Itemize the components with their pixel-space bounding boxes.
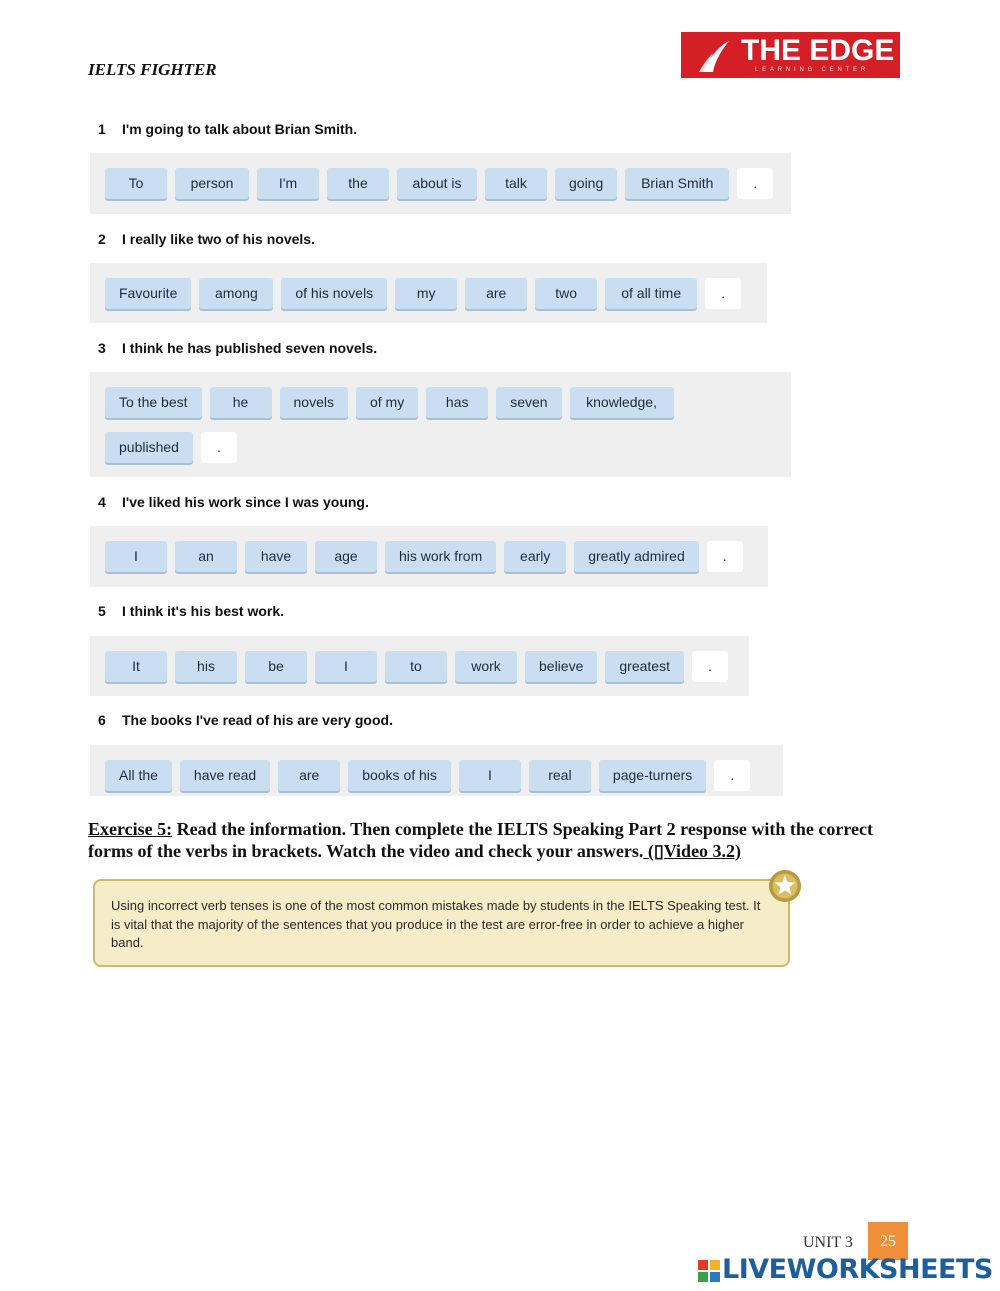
tip-text: Using incorrect verb tenses is one of the most common mistakes made by students in the IELTS Speaking test. It is vital that the majority of the sentences that you produce in the test are error-free in order to achieve a higher band. (111, 898, 761, 950)
word-tile[interactable]: age (315, 541, 377, 572)
question-text: I really like two of his novels. (122, 231, 315, 247)
word-tile[interactable]: greatest (605, 651, 684, 682)
question-1 (98, 121, 357, 137)
question-text: I think it's his best work. (122, 603, 285, 619)
question-number: 1 (98, 121, 106, 137)
word-tile[interactable]: believe (525, 651, 597, 682)
question-text: I've liked his work since I was young. (122, 494, 369, 510)
word-tile[interactable]: going (555, 168, 617, 199)
exercise-instructions (88, 818, 908, 862)
word-tile[interactable]: Favourite (105, 278, 191, 309)
question-number: 6 (98, 712, 106, 728)
word-tile[interactable]: early (504, 541, 566, 572)
word-tile[interactable]: have read (180, 760, 270, 791)
answer-panel-3 (90, 372, 791, 477)
question-4 (98, 494, 369, 510)
word-tile[interactable]: of my (356, 387, 418, 418)
period-slot: . (737, 168, 773, 199)
word-tile[interactable]: To (105, 168, 167, 199)
word-tile[interactable]: greatly admired (574, 541, 699, 572)
word-tile[interactable]: seven (496, 387, 561, 418)
word-tile[interactable]: my (395, 278, 457, 309)
answer-panel-6 (90, 745, 783, 796)
word-tile[interactable]: about is (397, 168, 477, 199)
word-tile[interactable]: have (245, 541, 307, 572)
word-tiles (105, 168, 791, 199)
word-tiles (105, 760, 783, 791)
word-tile[interactable]: knowledge, (570, 387, 674, 418)
word-tile[interactable]: among (199, 278, 273, 309)
question-2 (98, 231, 315, 247)
question-number: 5 (98, 603, 106, 619)
edge-logo (681, 32, 900, 78)
question-text: The books I've read of his are very good. (122, 712, 393, 728)
question-5 (98, 603, 284, 619)
word-tile[interactable]: I (315, 651, 377, 682)
word-tiles (105, 278, 767, 309)
answer-panel-2 (90, 263, 767, 323)
word-tile[interactable]: two (535, 278, 597, 309)
word-tile[interactable]: To the best (105, 387, 202, 418)
star-badge-icon (768, 869, 802, 903)
question-3 (98, 340, 377, 356)
tip-note (93, 879, 790, 967)
word-tile[interactable]: be (245, 651, 307, 682)
word-tile[interactable]: of his novels (281, 278, 387, 309)
sail-logo-icon (699, 39, 733, 73)
word-tile[interactable]: I (105, 541, 167, 572)
period-slot: . (714, 760, 750, 791)
word-tile[interactable]: has (426, 387, 488, 418)
answer-panel-5 (90, 636, 749, 696)
unit-label: UNIT 3 (803, 1234, 853, 1251)
question-number: 2 (98, 231, 106, 247)
page-number: 25 (868, 1222, 908, 1260)
word-tile[interactable]: are (465, 278, 527, 309)
answer-panel-4 (90, 526, 768, 587)
word-tile[interactable]: I'm (257, 168, 319, 199)
period-slot: . (705, 278, 741, 309)
question-number: 4 (98, 494, 106, 510)
liveworksheets-logo-icon (698, 1260, 720, 1282)
question-text: I think he has published seven novels. (122, 340, 378, 356)
word-tile[interactable]: published (105, 432, 193, 463)
word-tile[interactable]: It (105, 651, 167, 682)
answer-panel-1 (90, 153, 791, 214)
liveworksheets-watermark: LIVEWORKSHEETS (722, 1254, 993, 1285)
word-tiles (105, 387, 705, 463)
word-tile[interactable]: novels (280, 387, 348, 418)
period-slot: . (201, 432, 237, 463)
period-slot: . (707, 541, 743, 572)
word-tile[interactable]: Brian Smith (625, 168, 729, 199)
logo-title: THE EDGE (741, 34, 895, 67)
word-tile[interactable]: of all time (605, 278, 697, 309)
brand-title: IELTS FIGHTER (88, 60, 217, 79)
word-tile[interactable]: to (385, 651, 447, 682)
word-tiles (105, 651, 749, 682)
word-tile[interactable]: books of his (348, 760, 451, 791)
word-tiles (105, 541, 768, 572)
word-tile[interactable]: his work from (385, 541, 496, 572)
word-tile[interactable]: work (455, 651, 517, 682)
word-tile[interactable]: All the (105, 760, 172, 791)
exercise-text: Read the information. Then complete the IELTS Speaking Part 2 response with the correct forms of the verbs in brackets. Watch the video and check your answers. (88, 819, 873, 861)
word-tile[interactable]: he (210, 387, 272, 418)
word-tile[interactable]: the (327, 168, 389, 199)
period-slot: . (692, 651, 728, 682)
word-tile[interactable]: talk (485, 168, 547, 199)
word-tile[interactable]: an (175, 541, 237, 572)
word-tile[interactable]: I (459, 760, 521, 791)
word-tile[interactable]: are (278, 760, 340, 791)
logo-subtitle: LEARNING CENTER (755, 67, 870, 73)
exercise-label: Exercise 5: (88, 819, 173, 839)
word-tile[interactable]: real (529, 760, 591, 791)
question-number: 3 (98, 340, 106, 356)
question-6 (98, 712, 393, 728)
word-tile[interactable]: page-turners (599, 760, 706, 791)
question-text: I'm going to talk about Brian Smith. (122, 121, 358, 137)
video-reference[interactable]: (▯Video 3.2) (643, 841, 742, 861)
word-tile[interactable]: his (175, 651, 237, 682)
word-tile[interactable]: person (175, 168, 249, 199)
